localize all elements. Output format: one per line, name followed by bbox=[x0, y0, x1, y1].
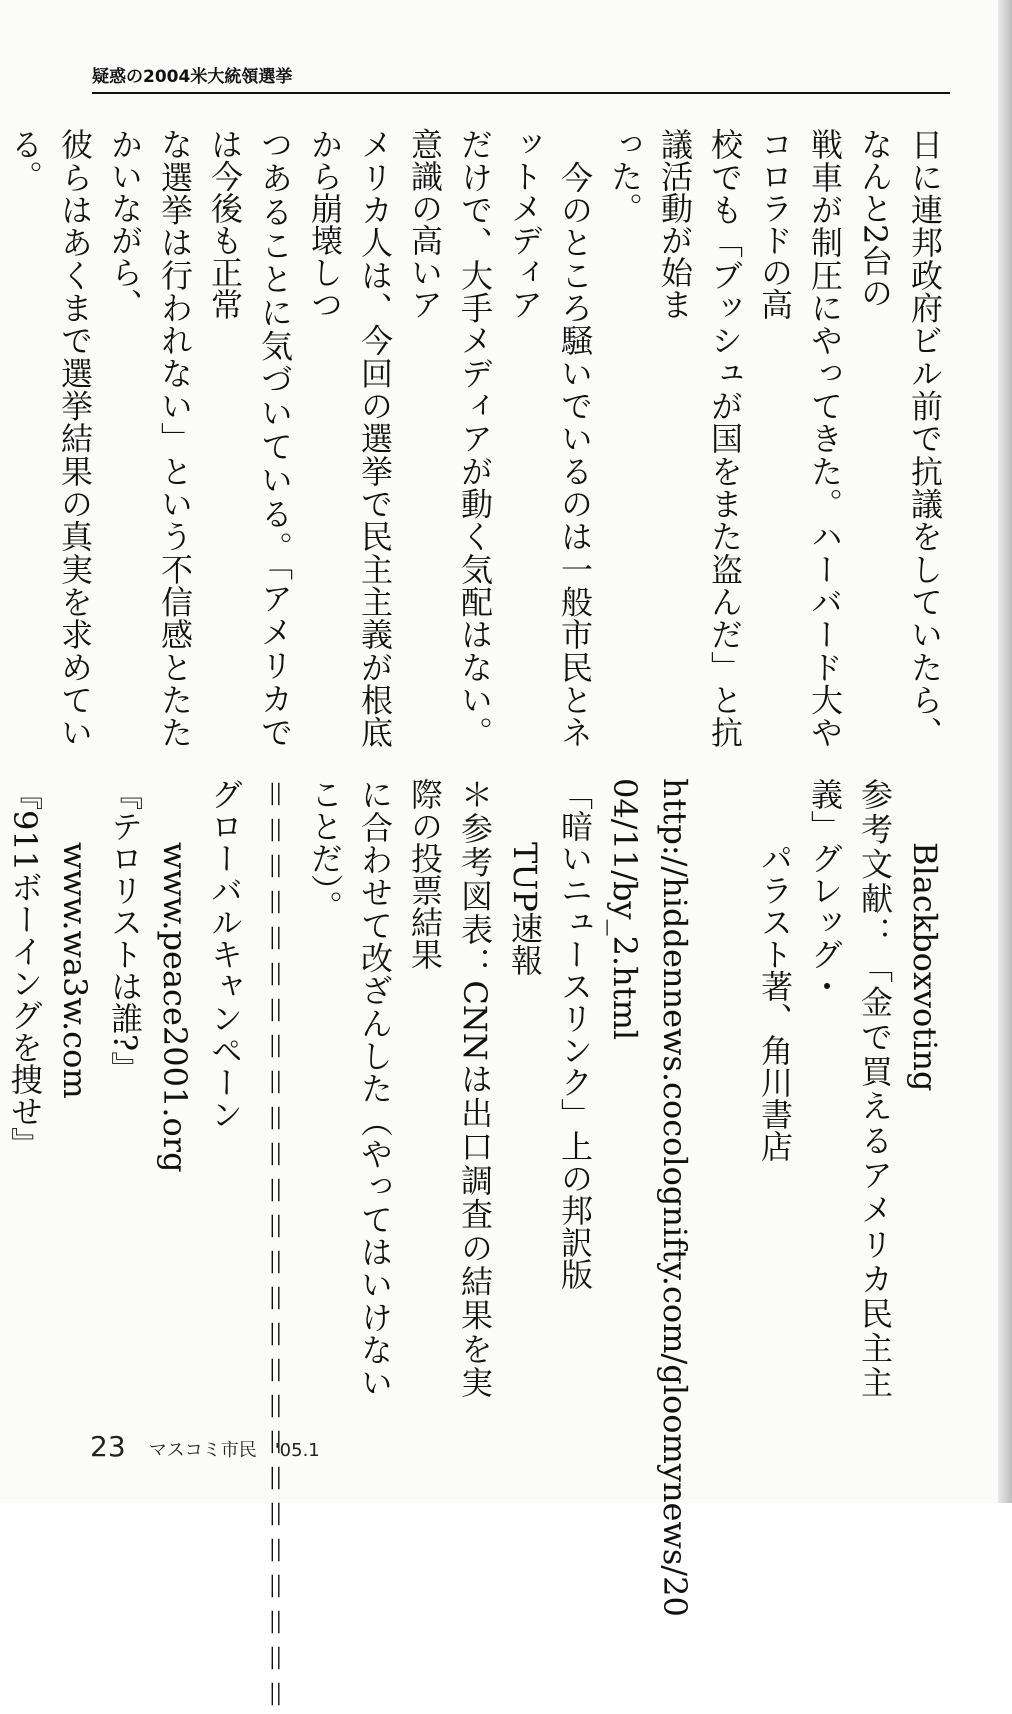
text-column: 戦車が制圧にやってきた。ハーバード大やコロラドの高 bbox=[756, 128, 844, 748]
reference-line: TUP速報 bbox=[506, 778, 544, 976]
header-rule bbox=[92, 92, 950, 94]
text-column: だけで、大手メディアが動く気配はない。意識の高いア bbox=[406, 128, 494, 748]
text-column: つあることに気づいている。「アメリカでは今後も正常 bbox=[206, 128, 294, 748]
reference-line: Blackboxvoting bbox=[906, 778, 944, 1092]
text-column: 今のところ騒いでいるのは一般市民とネットメディア bbox=[506, 128, 594, 748]
reference-line: 04/11/by_2.html bbox=[606, 778, 644, 1041]
campaign-title: 『911ボーイングを捜せ』 bbox=[6, 778, 44, 1160]
reference-line: 「暗いニュースリンク」上の邦訳版 bbox=[556, 778, 594, 1290]
campaign-url: www.peace2001.org bbox=[156, 778, 194, 1173]
page-footer bbox=[90, 1430, 320, 1463]
reference-line: パラスト著、角川書店 bbox=[756, 778, 794, 1162]
scan-edge bbox=[998, 0, 1012, 1503]
publication-name: マスコミ市民 '05.1 bbox=[148, 1440, 320, 1461]
text-column: った。 bbox=[606, 128, 644, 224]
main-text-block bbox=[6, 128, 950, 748]
text-column: 日に連邦政府ビル前で抗議をしていたら、なんと2台の bbox=[856, 128, 944, 748]
campaign-title: 『テロリストは誰?』 bbox=[106, 778, 144, 1084]
reference-line: 参考文献：「金で買えるアメリカ民主主義」グレッグ・ bbox=[806, 778, 894, 1398]
text-column: な選挙は行われない」という不信感とたたかいながら、 bbox=[106, 128, 194, 748]
reference-line: http://hiddennews.cocolognifty.com/gloomynews/20 bbox=[656, 778, 744, 1617]
running-title: 疑惑の2004米大統領選挙 bbox=[92, 67, 293, 87]
campaign-title: グローバルキャンペーン bbox=[206, 778, 244, 1130]
text-column: 校でも「ブッシュが国をまた盗んだ」と抗議活動が始ま bbox=[656, 128, 744, 748]
campaign-url: www.wa3w.com bbox=[56, 778, 94, 1099]
figure-note: に合わせて改ざんした（やってはいけないことだ）。 bbox=[306, 778, 394, 1398]
figure-note: ＊参考図表：CNNは出口調査の結果を実際の投票結果 bbox=[406, 778, 494, 1398]
text-column: 彼らはあくまで選挙結果の真実を求めている。 bbox=[6, 128, 94, 748]
text-column: メリカ人は、今回の選挙で民主主義が根底から崩壊しつ bbox=[306, 128, 394, 748]
page-number: 23 bbox=[90, 1430, 126, 1463]
separator-line: ＝＝＝＝＝＝＝＝＝＝＝＝＝＝＝＝＝＝＝＝＝＝＝＝＝＝ bbox=[256, 778, 294, 1714]
